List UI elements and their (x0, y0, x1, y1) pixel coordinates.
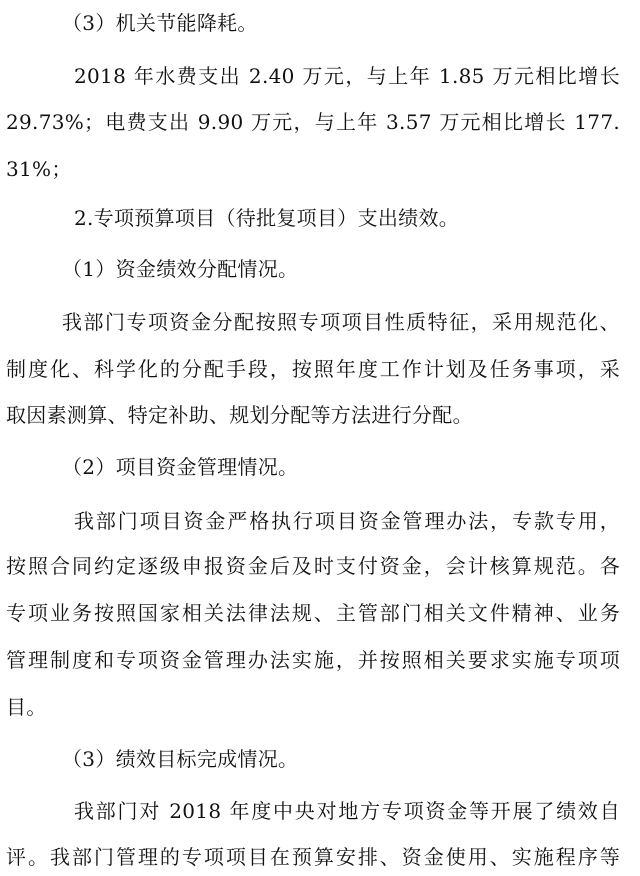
paragraph-line: 管理制度和专项资金管理办法实施，并按照相关要求实施专项项 (6, 648, 620, 672)
paragraph-line: 按照合同约定逐级申报资金后及时支付资金，会计核算规范。各 (6, 554, 620, 578)
paragraph-line: 31%； (6, 157, 72, 181)
paragraph-line: 我部门对 2018 年度中央对地方专项资金等开展了绩效自 (74, 799, 620, 823)
paragraph-line: 目。 (6, 695, 47, 719)
paragraph-line: 我部门专项资金分配按照专项项目性质特征，采用规范化、 (62, 310, 620, 334)
paragraph-line: 29.73%；电费支出 9.90 万元，与上年 3.57 万元相比增长 177. (6, 110, 620, 134)
paragraph-line: 取因素测算、特定补助、规划分配等方法进行分配。 (6, 403, 473, 427)
section-heading-special-budget: 2.专项预算项目（待批复项目）支出绩效。 (74, 206, 460, 230)
paragraph-line: 制度化、科学化的分配手段，按照年度工作计划及任务事项，采 (6, 357, 620, 381)
subsection-heading-allocation: （1）资金绩效分配情况。 (62, 257, 299, 281)
paragraph-line: 2018 年水费支出 2.40 万元，与上年 1.85 万元相比增长 (74, 64, 620, 88)
subsection-heading-performance: （3）绩效目标完成情况。 (62, 747, 299, 771)
subsection-heading-fund-management: （2）项目资金管理情况。 (62, 455, 299, 479)
section-heading-energy-saving: （3）机关节能降耗。 (62, 11, 258, 35)
paragraph-line: 我部门项目资金严格执行项目资金管理办法，专款专用， (74, 509, 620, 533)
paragraph-line: 评。我部门管理的专项项目在预算安排、资金使用、实施程序等 (6, 845, 620, 869)
paragraph-line: 专项业务按照国家相关法律法规、主管部门相关文件精神、业务 (6, 601, 620, 625)
